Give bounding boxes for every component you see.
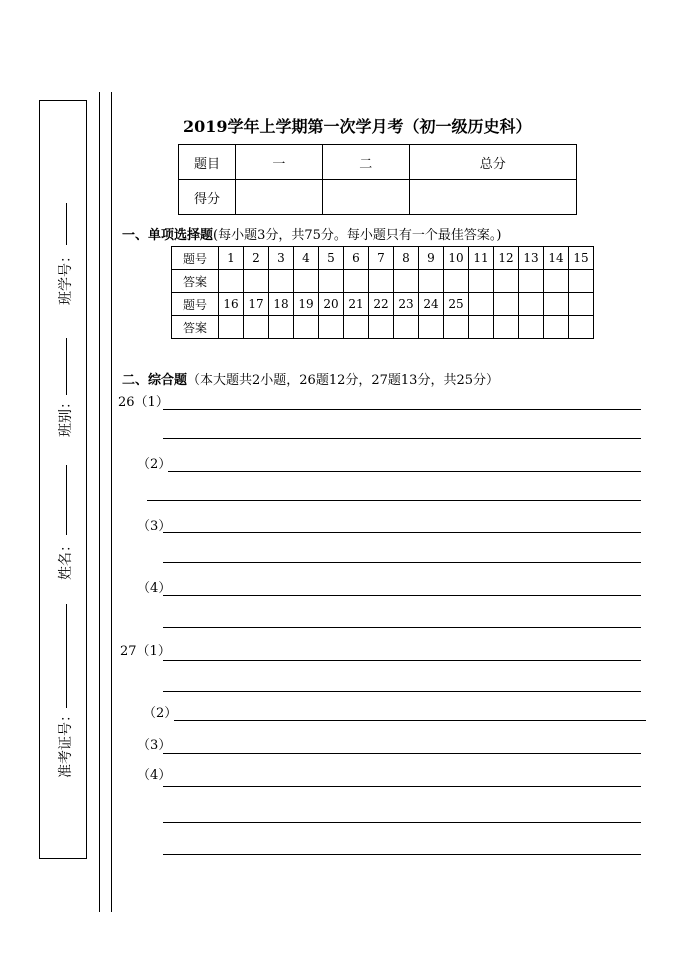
mc-answer-cell[interactable] (219, 316, 244, 339)
mc-number: 14 (544, 247, 569, 270)
answer-line[interactable] (163, 786, 641, 787)
q26-part2-label: （2） (137, 457, 172, 472)
mc-number: 25 (444, 293, 469, 316)
mc-number-row-2 (172, 293, 594, 316)
sidebar-label-class-number: 班学号： (58, 249, 74, 305)
mc-answer-cell[interactable] (419, 270, 444, 293)
section1-heading: 一、单项选择题 (122, 228, 214, 243)
mc-answer-cell[interactable] (494, 316, 519, 339)
score-header-part1: 一 (236, 145, 323, 180)
answer-line[interactable] (163, 409, 641, 410)
mc-answer-cell[interactable] (344, 270, 369, 293)
score-cell-total[interactable] (409, 180, 576, 215)
mc-answer-cell[interactable] (319, 316, 344, 339)
sidebar-blank-name[interactable] (66, 465, 67, 535)
mc-number: 3 (269, 247, 294, 270)
answer-line[interactable] (147, 500, 641, 501)
mc-number: 17 (244, 293, 269, 316)
q26-part4-label: （4） (137, 581, 172, 596)
mc-answer-cell[interactable] (394, 270, 419, 293)
mc-answer-cell[interactable] (344, 316, 369, 339)
mc-row-label: 题号 (172, 247, 219, 270)
mc-number: 4 (294, 247, 319, 270)
answer-line[interactable] (163, 660, 641, 661)
mc-answer-row-2 (172, 316, 594, 339)
section2-note: （本大题共2小题，26题12分，27题13分，共25分） (187, 373, 499, 388)
score-row-label: 得分 (179, 180, 236, 215)
mc-number: 8 (394, 247, 419, 270)
answer-line[interactable] (163, 627, 641, 628)
mc-number: 5 (319, 247, 344, 270)
binding-line-outer (99, 92, 100, 912)
mc-number: 11 (469, 247, 494, 270)
mc-answer-cell[interactable] (519, 316, 544, 339)
mc-number (494, 293, 519, 316)
mc-number: 2 (244, 247, 269, 270)
q27-part3-label: （3） (137, 738, 172, 753)
mc-answer-cell[interactable] (569, 316, 594, 339)
sidebar-label-name: 姓名： (58, 538, 74, 580)
q27-part1-label: 27（1） (120, 644, 171, 659)
mc-answer-cell[interactable] (369, 316, 394, 339)
mc-number: 9 (419, 247, 444, 270)
score-table (178, 144, 577, 215)
mc-number (469, 293, 494, 316)
section1-note: (每小题3分，共75分。每小题只有一个最佳答案。) (213, 228, 502, 243)
sidebar-blank-class-number[interactable] (66, 203, 67, 245)
mc-answer-cell[interactable] (544, 270, 569, 293)
mc-number: 24 (419, 293, 444, 316)
score-cell-part1[interactable] (236, 180, 323, 215)
mc-number: 15 (569, 247, 594, 270)
mc-answer-cell[interactable] (419, 316, 444, 339)
mc-answer-table (171, 246, 594, 339)
mc-number: 18 (269, 293, 294, 316)
mc-answer-cell[interactable] (469, 270, 494, 293)
mc-number: 10 (444, 247, 469, 270)
mc-answer-cell[interactable] (219, 270, 244, 293)
answer-line[interactable] (163, 822, 641, 823)
mc-answer-cell[interactable] (544, 316, 569, 339)
mc-answer-cell[interactable] (394, 316, 419, 339)
mc-row-label: 答案 (172, 316, 219, 339)
mc-number-row-1 (172, 247, 594, 270)
mc-number: 19 (294, 293, 319, 316)
mc-answer-cell[interactable] (369, 270, 394, 293)
mc-answer-cell[interactable] (444, 316, 469, 339)
score-table-header-row (179, 145, 577, 180)
q26-part3-label: （3） (137, 519, 172, 534)
score-header-part2: 二 (322, 145, 409, 180)
mc-answer-cell[interactable] (269, 270, 294, 293)
mc-number: 21 (344, 293, 369, 316)
mc-row-label: 答案 (172, 270, 219, 293)
mc-answer-cell[interactable] (569, 270, 594, 293)
mc-answer-cell[interactable] (244, 316, 269, 339)
mc-number: 7 (369, 247, 394, 270)
q27-part4-label: （4） (137, 768, 172, 783)
section2-heading: 二、综合题 (122, 373, 188, 388)
answer-line[interactable] (163, 691, 641, 692)
answer-line[interactable] (163, 595, 641, 596)
sidebar-label-class: 班别： (58, 395, 74, 437)
mc-number: 16 (219, 293, 244, 316)
mc-answer-cell[interactable] (294, 270, 319, 293)
mc-answer-cell[interactable] (494, 270, 519, 293)
answer-line[interactable] (174, 720, 646, 721)
q27-part2-label: （2） (143, 706, 178, 721)
mc-number (519, 293, 544, 316)
section2-heading-line (122, 369, 499, 388)
mc-row-label: 题号 (172, 293, 219, 316)
score-header-total: 总分 (409, 145, 576, 180)
answer-line[interactable] (163, 562, 641, 563)
mc-number: 6 (344, 247, 369, 270)
mc-answer-cell[interactable] (469, 316, 494, 339)
mc-number (569, 293, 594, 316)
mc-number: 13 (519, 247, 544, 270)
mc-number: 23 (394, 293, 419, 316)
mc-number: 22 (369, 293, 394, 316)
mc-answer-cell[interactable] (444, 270, 469, 293)
answer-line[interactable] (163, 532, 641, 533)
mc-number: 20 (319, 293, 344, 316)
mc-answer-cell[interactable] (319, 270, 344, 293)
sidebar-blank-class[interactable] (66, 338, 67, 395)
score-table-score-row (179, 180, 577, 215)
sidebar-blank-exam-number[interactable] (66, 604, 67, 708)
mc-number: 12 (494, 247, 519, 270)
binding-line-inner (111, 92, 112, 912)
sidebar-label-exam-number: 准考证号： (58, 708, 74, 778)
mc-answer-cell[interactable] (519, 270, 544, 293)
page-title: 2019学年上学期第一次学月考（初一级历史科） (183, 117, 532, 136)
mc-answer-row-1 (172, 270, 594, 293)
section1-heading-line (122, 224, 501, 243)
answer-line[interactable] (168, 471, 641, 472)
score-cell-part2[interactable] (322, 180, 409, 215)
mc-number: 1 (219, 247, 244, 270)
q26-part1-label: 26（1） (118, 395, 169, 410)
answer-line[interactable] (163, 854, 641, 855)
answer-line[interactable] (163, 753, 641, 754)
mc-answer-cell[interactable] (294, 316, 319, 339)
mc-answer-cell[interactable] (269, 316, 294, 339)
mc-answer-cell[interactable] (244, 270, 269, 293)
answer-line[interactable] (163, 438, 641, 439)
mc-number (544, 293, 569, 316)
score-header-item: 题目 (179, 145, 236, 180)
